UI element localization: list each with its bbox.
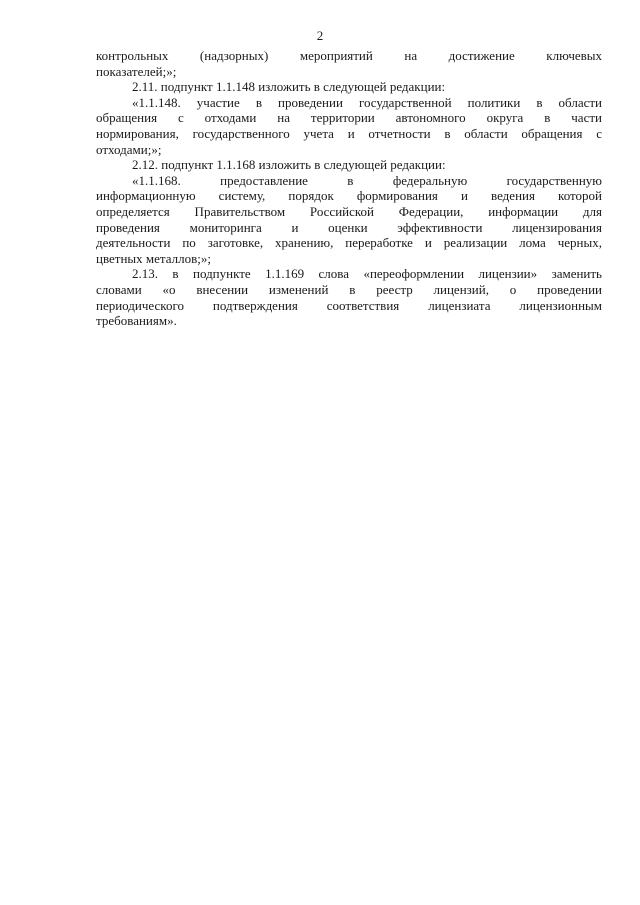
text-line: отходами;»; xyxy=(96,141,162,157)
text-line: словами «о внесении изменений в реестр лицензий, о проведении xyxy=(96,281,602,297)
text-line: периодического подтверждения соответствия лицензиата лицензионным xyxy=(96,297,602,313)
text-line: определяется Правительством Российской Федерации, информации для xyxy=(96,203,602,219)
text-line: деятельности по заготовке, хранению, переработке и реализации лома черных, xyxy=(96,235,602,251)
text-line: 2.12. подпункт 1.1.168 изложить в следующей редакции: xyxy=(132,157,446,173)
text-line: показателей;»; xyxy=(96,63,177,79)
text-line: «1.1.168. предоставление в федеральную государственную xyxy=(132,172,602,188)
text-line: 2.13. в подпункте 1.1.169 слова «переоформлении лицензии» заменить xyxy=(132,266,602,282)
document-body xyxy=(96,48,602,329)
text-line: цветных металлов;»; xyxy=(96,250,211,266)
text-line: проведения мониторинга и оценки эффективности лицензирования xyxy=(96,219,602,235)
paragraph-item-2-13 xyxy=(96,266,602,328)
paragraph-subitem-1-1-148 xyxy=(96,95,602,157)
page-number: 2 xyxy=(316,28,324,43)
paragraph-item-2-11 xyxy=(96,79,602,95)
text-line: «1.1.148. участие в проведении государственной политики в области xyxy=(132,94,602,110)
paragraph-subitem-1-1-168 xyxy=(96,173,602,267)
text-line: 2.11. подпункт 1.1.148 изложить в следующей редакции: xyxy=(132,79,446,95)
text-line: нормирования, государственного учета и отчетности в области обращения с xyxy=(96,125,602,141)
text-line: требованиям». xyxy=(96,313,177,329)
text-line: информационную систему, порядок формирования и ведения которой xyxy=(96,188,602,204)
text-line: контрольных (надзорных) мероприятий на достижение ключевых xyxy=(96,48,602,63)
paragraph-item-2-12 xyxy=(96,157,602,173)
paragraph-continuation xyxy=(96,48,602,79)
text-line: обращения с отходами на территории автономного округа в части xyxy=(96,110,602,126)
